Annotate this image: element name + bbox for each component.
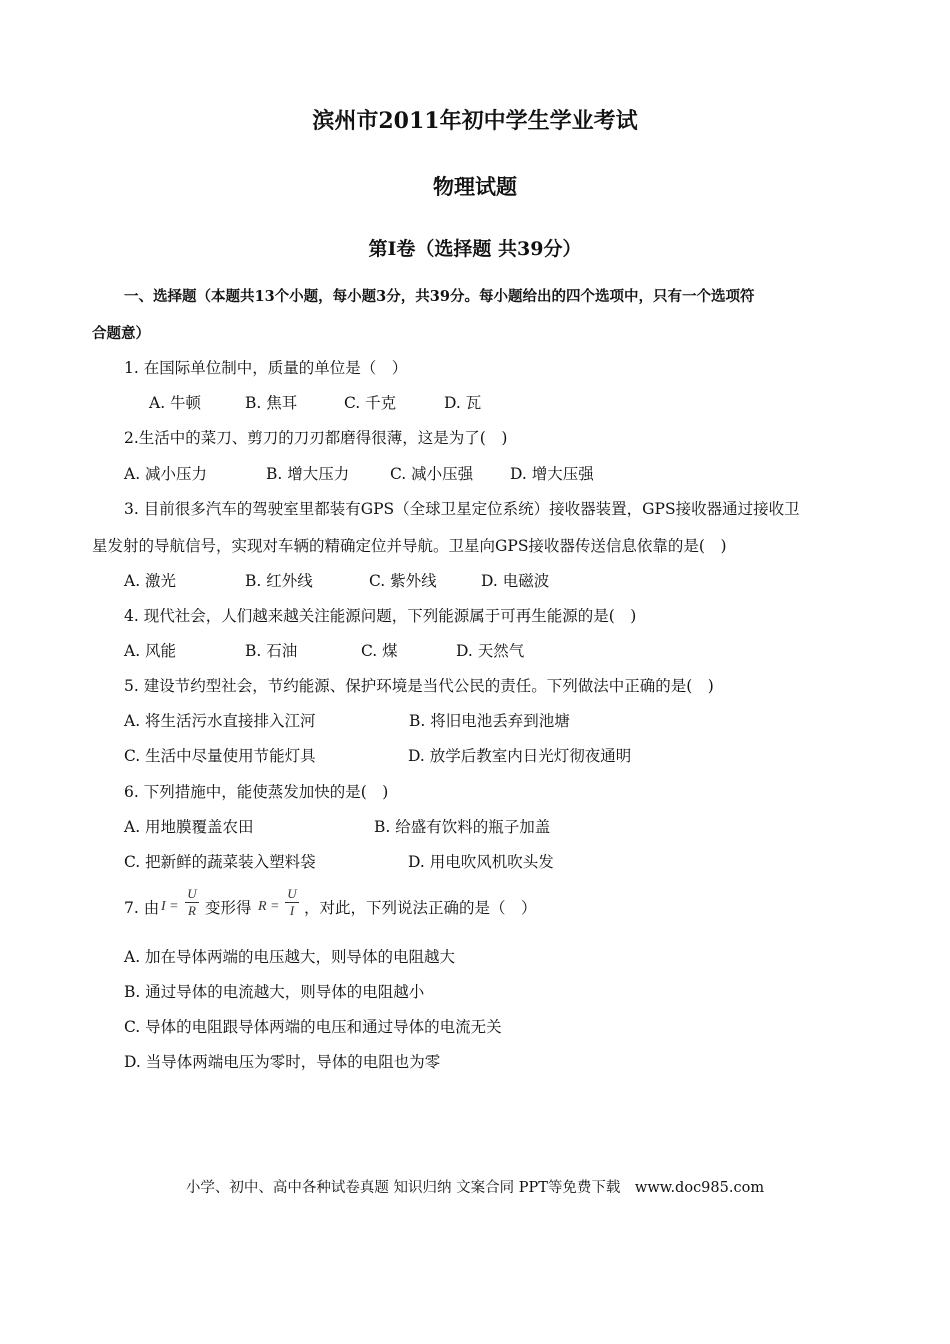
subject-title: 物理试题 xyxy=(433,174,517,199)
question-7-option-d: D. 当导体两端电压为零时，导体的电阻也为零 xyxy=(124,1053,441,1071)
question-3-option-a: A. 激光 xyxy=(124,572,177,590)
question-4-option-b: B. 石油 xyxy=(245,642,298,660)
formula-2-fraction xyxy=(285,886,299,919)
question-2-option-a: A. 减小压力 xyxy=(124,465,208,483)
question-4-option-a: A. 风能 xyxy=(124,642,177,660)
question-7-option-b: B. 通过导体的电流越大，则导体的电阻越小 xyxy=(124,983,425,1001)
question-6-stem: 6. 下列措施中，能使蒸发加快的是( ) xyxy=(124,783,389,801)
question-3-option-b: B. 红外线 xyxy=(245,572,313,590)
exam-title: 滨州市2011年初中学生学业考试 xyxy=(312,108,638,134)
part-title: 第Ⅰ卷（选择题 共39分） xyxy=(368,238,582,260)
question-1-option-b: B. 焦耳 xyxy=(245,394,298,412)
question-5-stem: 5. 建设节约型社会，节约能源、保护环境是当代公民的责任。下列做法中正确的是( ) xyxy=(124,677,714,695)
question-1-option-d: D. 瓦 xyxy=(444,394,482,412)
question-5-option-d: D. 放学后教室内日光灯彻夜通明 xyxy=(408,747,632,765)
question-2-option-d: D. 增大压强 xyxy=(510,465,594,483)
question-5-option-a: A. 将生活污水直接排入江河 xyxy=(124,712,316,730)
question-3-stem-line2: 星发射的导航信号，实现对车辆的精确定位并导航。卫星向GPS接收器传送信息依靠的是( ) xyxy=(92,537,727,555)
question-5-option-c: C. 生活中尽量使用节能灯具 xyxy=(124,747,316,765)
question-1-stem: 1. 在国际单位制中，质量的单位是（ ） xyxy=(124,359,408,377)
question-4-option-c: C. 煤 xyxy=(361,642,398,660)
question-7-option-a: A. 加在导体两端的电压越大，则导体的电阻越大 xyxy=(124,948,456,966)
question-7-prefix: 7. 由 xyxy=(124,899,160,917)
question-3-option-d: D. 电磁波 xyxy=(481,572,550,590)
question-1-option-a: A. 牛顿 xyxy=(149,394,202,412)
question-6-option-a: A. 用地膜覆盖农田 xyxy=(124,818,254,836)
formula-1-lhs: I = xyxy=(161,899,179,914)
question-7-suffix: ，对此，下列说法正确的是（ ） xyxy=(304,899,537,917)
question-6-option-d: D. 用电吹风机吹头发 xyxy=(408,853,554,871)
question-2-option-b: B. 增大压力 xyxy=(266,465,350,483)
question-2-stem: 2.生活中的菜刀、剪刀的刀刃都磨得很薄，这是为了( ) xyxy=(124,429,508,447)
section-heading-line2: 合题意） xyxy=(92,325,150,342)
question-5-option-b: B. 将旧电池丢弃到池塘 xyxy=(409,712,570,730)
formula-1-denominator: R xyxy=(188,903,196,918)
question-7-middle: 变形得 xyxy=(205,899,252,917)
page-footer: 小学、初中、高中各种试卷真题 知识归纳 文案合同 PPT等免费下载 www.doc985.com xyxy=(185,1180,765,1196)
question-2-option-c: C. 减小压强 xyxy=(390,465,474,483)
question-3-option-c: C. 紫外线 xyxy=(369,572,437,590)
formula-2-denominator: I xyxy=(289,903,295,918)
question-3-stem-line1: 3. 目前很多汽车的驾驶室里都装有GPS（全球卫星定位系统）接收器装置，GPS接收器通过接收卫 xyxy=(124,500,800,518)
formula-1-fraction xyxy=(185,886,199,919)
question-6-option-b: B. 给盛有饮料的瓶子加盖 xyxy=(374,818,551,836)
question-1-option-c: C. 千克 xyxy=(344,394,397,412)
section-heading-line1: 一、选择题（本题共13个小题，每小题3分，共39分。每小题给出的四个选项中，只有一个选项符 xyxy=(124,288,755,305)
formula-2-numerator: U xyxy=(287,886,297,901)
question-4-option-d: D. 天然气 xyxy=(456,642,525,660)
question-6-option-c: C. 把新鲜的蔬菜装入塑料袋 xyxy=(124,853,316,871)
question-7-option-c: C. 导体的电阻跟导体两端的电压和通过导体的电流无关 xyxy=(124,1018,502,1036)
question-4-stem: 4. 现代社会，人们越来越关注能源问题，下列能源属于可再生能源的是( ) xyxy=(124,607,637,625)
formula-1-numerator: U xyxy=(187,886,197,901)
formula-2-lhs: R = xyxy=(258,899,280,914)
